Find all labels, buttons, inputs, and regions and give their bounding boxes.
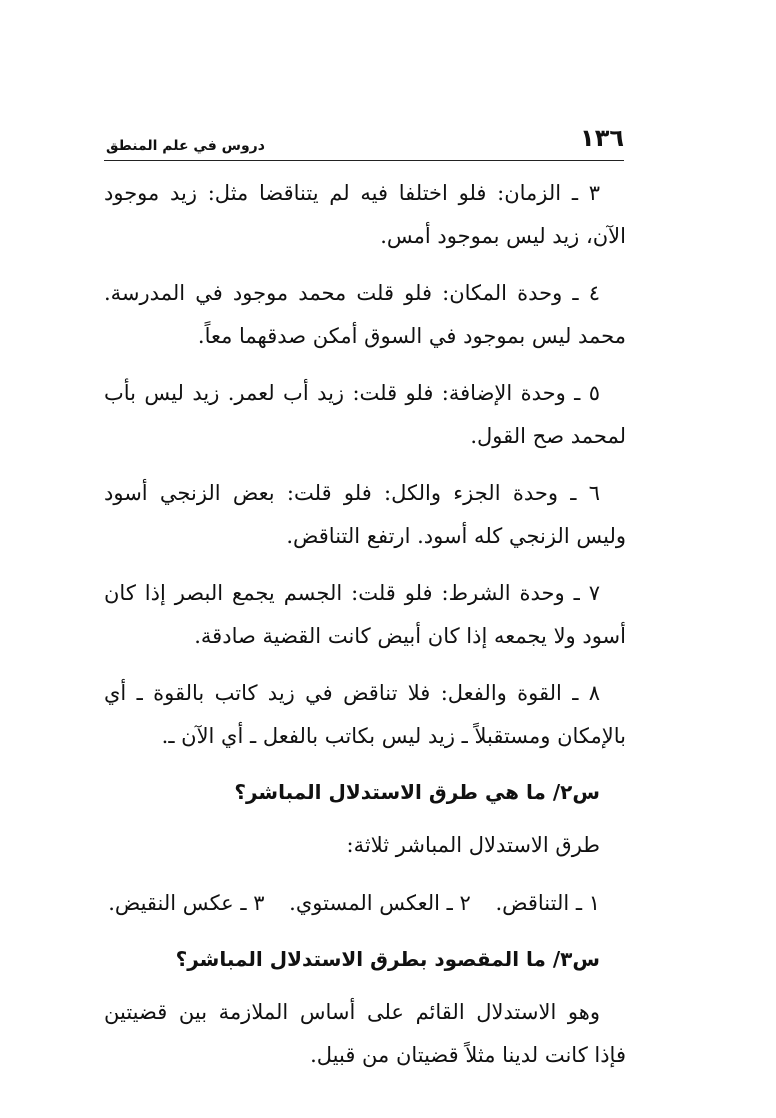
paragraph-condition-5: ٥ ـ وحدة الإضافة: فلو قلت: زيد أب لعمر. زيد ليس بأب لمحمد صح القول. <box>104 381 626 448</box>
answer-3-text: وهو الاستدلال القائم على أساس الملازمة بين قضيتين فإذا كانت لدينا مثلاً قضيتان من قبيل. <box>104 1000 626 1067</box>
method-item: ٢ ـ العكس المستوي. <box>289 891 471 915</box>
paragraph-condition-7: ٧ ـ وحدة الشرط: فلو قلت: الجسم يجمع البصر إذا كان أسود ولا يجمعه إذا كان أبيض كانت القضية صادقة. <box>104 581 626 648</box>
method-item: ٣ ـ عكس النقيض. <box>108 891 265 915</box>
paragraph-condition-8: ٨ ـ القوة والفعل: فلا تناقض في زيد كاتب بالقوة ـ أي بالإمكان ومستقبلاً ـ زيد ليس بكاتب بالفعل ـ أي الآن ـ. <box>104 681 626 748</box>
running-title: دروس في علم المنطق <box>106 138 265 154</box>
page-number: ١٣٦ <box>580 124 624 152</box>
paragraph-condition-4: ٤ ـ وحدة المكان: فلو قلت محمد موجود في المدرسة. محمد ليس بموجود في السوق أمكن صدقهما معاً. <box>104 281 626 348</box>
page-body <box>104 172 626 1092</box>
method-item: ١ ـ التناقض. <box>495 891 600 915</box>
methods-list <box>104 882 626 925</box>
question-3-heading: س٣/ ما المقصود بطرق الاستدلال المباشر؟ <box>175 947 600 971</box>
page-header <box>104 120 624 160</box>
paragraph-condition-6: ٦ ـ وحدة الجزء والكل: فلو قلت: بعض الزنجي أسود وليس الزنجي كله أسود. ارتفع التناقض. <box>104 481 626 548</box>
question-2-heading: س٢/ ما هي طرق الاستدلال المباشر؟ <box>234 780 600 804</box>
paragraph-condition-3: ٣ ـ الزمان: فلو اختلفا فيه لم يتناقضا مثل: زيد موجود الآن، زيد ليس بموجود أمس. <box>104 181 626 248</box>
answer-2-intro: طرق الاستدلال المباشر ثلاثة: <box>346 833 600 857</box>
header-divider <box>104 160 624 161</box>
